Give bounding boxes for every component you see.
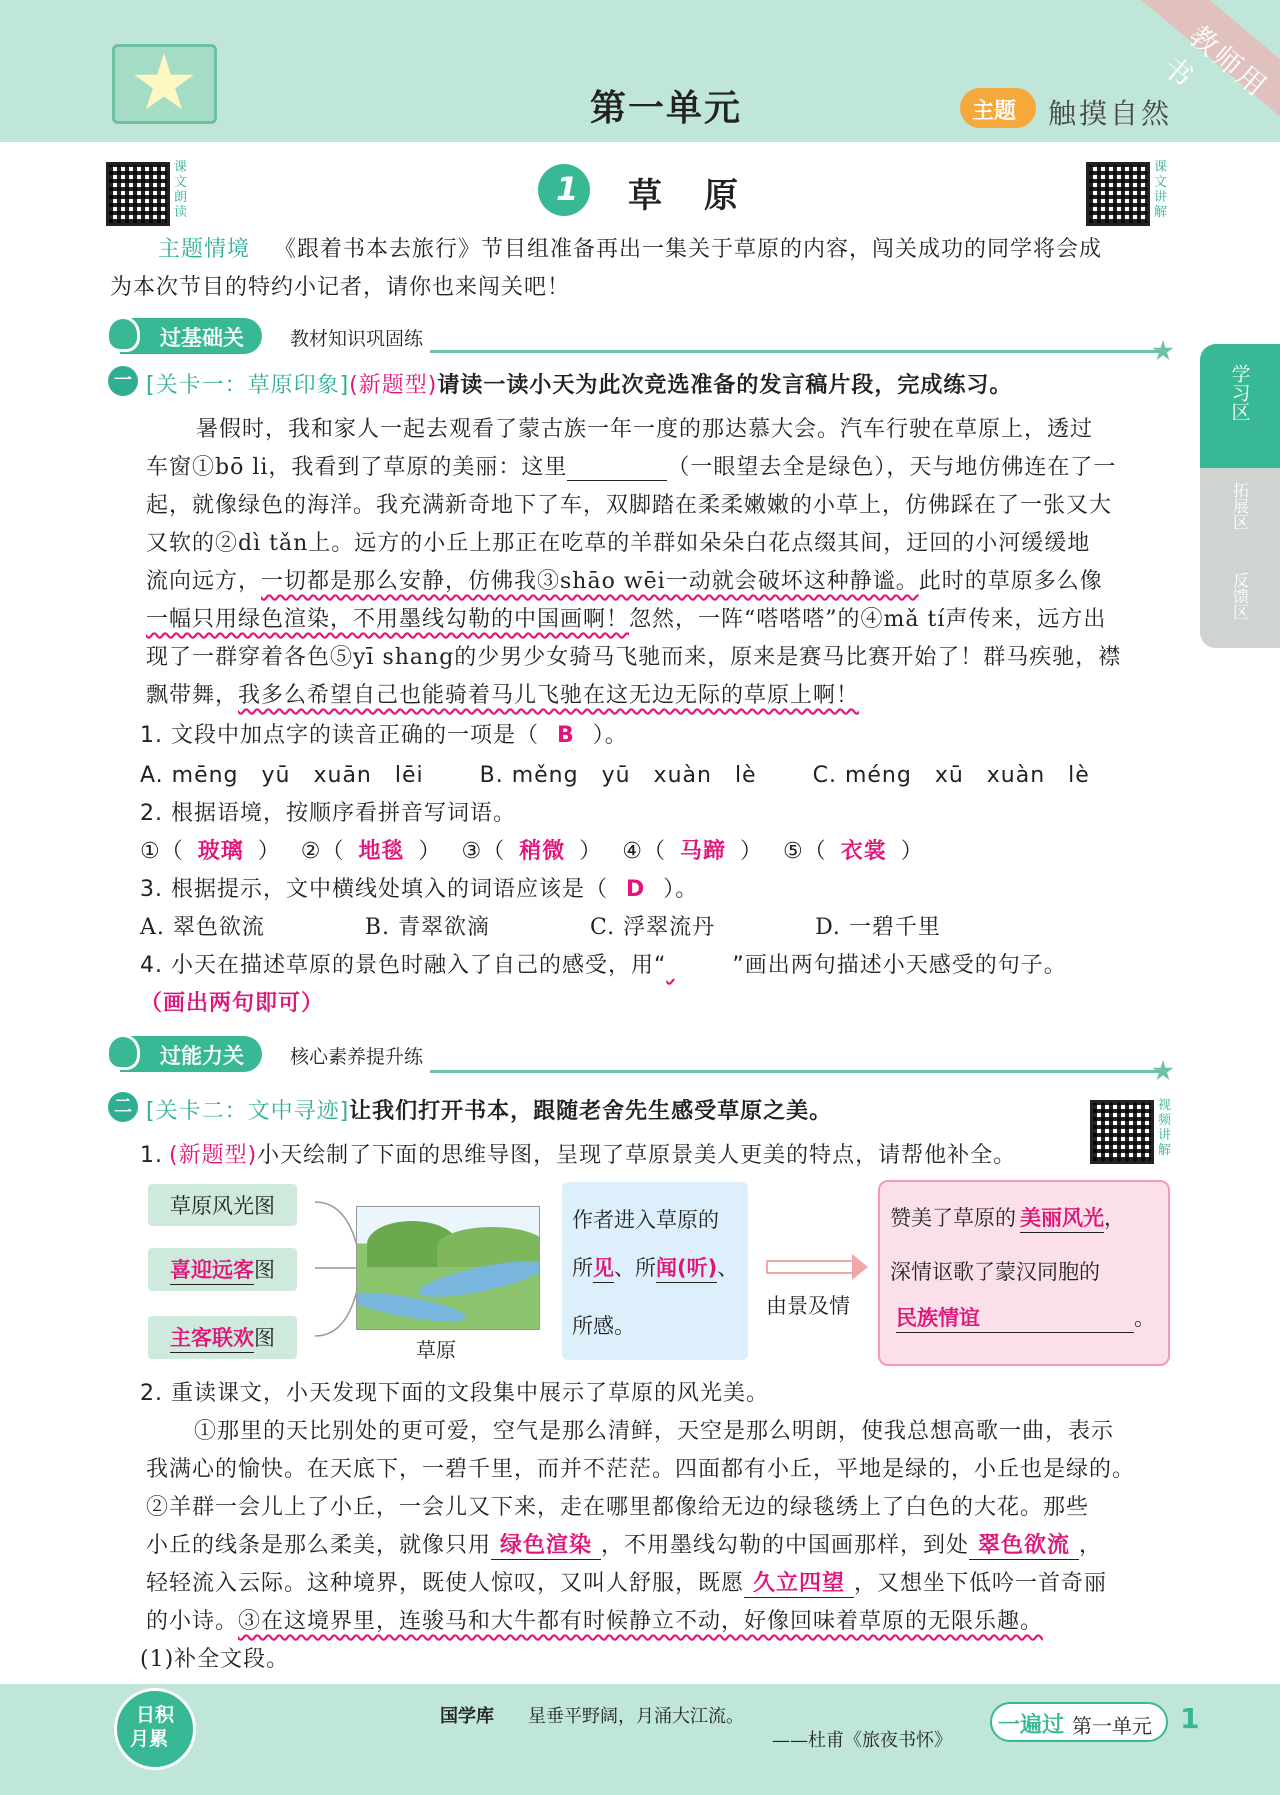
mindmap-left-3: 主客联欢图 — [148, 1316, 297, 1359]
mindmap-arrow-label: 由景及情 — [766, 1294, 850, 1318]
qr-code-video[interactable] — [1090, 1100, 1154, 1164]
passage1-feeling-1: 一切都是那么安静，仿佛我③shāo wēi一动就会破坏这种静谧。 — [261, 569, 919, 594]
passage2-answer-2: 翠色欲流 — [969, 1528, 1079, 1560]
footer-source: ——杜甫《旅夜书怀》 — [772, 1730, 952, 1751]
footer-badge-top: 日积 — [136, 1704, 175, 1726]
unit-title: 第一单元 — [590, 88, 743, 129]
passage1-line-4: 又软的②dì tǎn上。远方的小丘上那正在吃草的羊群如朵朵白花点缀其间，迂回的小河缓缓地 — [146, 531, 1091, 556]
qr-reading-label: 课文朗读 — [174, 160, 188, 220]
q2-badge: 二 — [108, 1092, 138, 1122]
page-number: 1 — [1180, 1702, 1200, 1735]
section-basic-rule — [430, 350, 1160, 353]
section-basic-subtitle: 教材知识巩固练 — [290, 328, 424, 350]
mindmap-middle-l3: 所感。 — [572, 1314, 635, 1338]
side-tab-study[interactable]: 学习区 — [1200, 344, 1280, 468]
passage1-blank[interactable] — [567, 455, 667, 481]
grassland-illustration — [356, 1206, 540, 1330]
passage2-answer-1: 绿色渲染 — [491, 1528, 601, 1560]
passage1-line-2a: 车窗①bō li，我看到了草原的美丽：这里 — [146, 455, 568, 480]
mindmap-right-l2: 深情讴歌了蒙汉同胞的 — [890, 1260, 1100, 1284]
passage2-answer-3: 久立四望 — [744, 1566, 854, 1598]
mindmap-arrow-icon — [766, 1260, 856, 1274]
section-ability-rule — [430, 1070, 1160, 1073]
footer-guoxue: 国学库 — [440, 1706, 494, 1727]
side-tab-feedback[interactable]: 反馈区 — [1200, 558, 1280, 648]
intro-line-1: 《跟着书本去旅行》节目组准备再出一集关于草原的内容，闯关成功的同学将会成 — [274, 237, 1103, 262]
intro-label: 主题情境 — [158, 237, 251, 262]
side-tab-extend[interactable]: 拓展区 — [1200, 468, 1280, 558]
mindmap-left-1: 草原风光图 — [148, 1184, 297, 1226]
footer-unit: 第一单元 — [1072, 1714, 1152, 1738]
teacher-corner-label: 教师用书 — [1156, 19, 1275, 105]
intro-line-2: 为本次节目的特约小记者，请你也来闯关吧！ — [110, 275, 571, 300]
lesson-number: 1 — [556, 170, 579, 208]
q1-header: [关卡一：草原印象](新题型)请读一读小天为此次竞选准备的发言稿片段，完成练习。 — [146, 373, 1013, 398]
q2-item2: 2. 重读课文，小天发现下面的文段集中展示了草原的风光美。 — [140, 1381, 769, 1406]
passage1-feeling-2: 一幅只用绿色渲染，不用墨线勾勒的中国画啊！ — [146, 607, 630, 632]
q2-header: [关卡二：文中寻迹]让我们打开书本，跟随老舍先生感受草原之美。 — [146, 1099, 833, 1124]
footer-brand: 一遍过 — [998, 1713, 1065, 1738]
mindmap-right-l1: 赞美了草原的 美丽风光， — [890, 1202, 1125, 1233]
passage1-line-2b: （一眼望去全是绿色），天与地仿佛连在了一 — [667, 455, 1117, 480]
mindmap-left-2: 喜迎远客图 — [148, 1248, 297, 1291]
mindmap-arrow-head — [852, 1254, 868, 1280]
lesson-title: 草 原 — [628, 176, 742, 216]
q1-badge: 一 — [108, 366, 138, 396]
footer-verse: 星垂平野阔，月涌大江流。 — [528, 1706, 744, 1727]
mindmap-right-l3: 民族情谊 。 — [896, 1302, 1155, 1333]
q2-answers: ①（ 玻璃 ） ②（ 地毯 ） ③（ 稍微 ） ④（ 马蹄 ） ⑤（ 衣裳 ） — [140, 839, 924, 864]
passage1-line-1: 暑假时，我和家人一起去观看了蒙古族一年一度的那达慕大会。汽车行驶在草原上，透过 — [196, 417, 1094, 442]
star-mascot-icon — [133, 53, 195, 115]
q2-text: 2. 根据语境，按顺序看拼音写词语。 — [140, 801, 516, 826]
passage1-feeling-3: 我多么希望自己也能骑着马儿飞驰在这无边无际的草原上啊！ — [238, 683, 860, 708]
q3-option-b[interactable]: B. 青翠欲滴 — [364, 915, 491, 940]
mascot-board — [112, 44, 217, 124]
q3-option-a[interactable]: A. 翠色欲流 — [140, 915, 265, 940]
q3-option-c[interactable]: C. 浮翠流丹 — [590, 915, 716, 940]
mindmap-middle-l1: 作者进入草原的 — [572, 1208, 719, 1232]
passage-2: ①那里的天比别处的更可爱，空气是那么清鲜，天空是那么明朗，使我总想高歌一曲，表示 我满心的愉快。在天底下，一碧千里，而并不茫茫。四面都有小丘，平地是绿的，小丘也是绿的。 ②羊群一会儿上了小丘，一会儿又下来，走在哪里都像给无边的绿毯绣上了白色的大花。那些 小丘的线条是那么柔美，就像只用 绿色渲染 ，不用墨线勾勒的中国画那样，到处 翠色欲流 ， 轻轻流入云际。这种境界，既使人惊叹，又叫人舒服，既愿 久立四望 ，又想坐下低吟一首奇丽 的小诗。③在这境界里，连骏马和大牛都有时候静立不动，好像回味着草原的无限乐趣。 (1)补全文段。 — [140, 1419, 1136, 1672]
qr-video-label: 视频讲解 — [1158, 1098, 1172, 1158]
qr-explain-label: 课文讲解 — [1154, 160, 1168, 220]
q1-option-a[interactable]: A. mēng yū xuān lēi — [140, 763, 424, 788]
intro-block — [110, 232, 1170, 302]
sprout-icon-2 — [106, 1034, 140, 1070]
passage1-line-7: 现了一群穿着各色⑤yī shang的少男少女骑马飞驰而来，原来是赛马比赛开始了！群马疾驰，襟 — [146, 645, 1122, 670]
q1-option-b[interactable]: B. měng yū xuàn lè — [479, 763, 757, 788]
passage1-line-3: 起，就像绿色的海洋。我充满新奇地下了车，双脚踏在柔柔嫩嫩的小草上，仿佛踩在了一张又大 — [146, 493, 1113, 518]
qr-code-explain[interactable] — [1086, 162, 1150, 226]
q4-answer: （画出两句即可） — [140, 991, 325, 1016]
section-basic-banner: 过基础关 — [120, 318, 262, 354]
section-ability-subtitle: 核心素养提升练 — [290, 1046, 424, 1068]
illustration-caption: 草原 — [416, 1338, 456, 1362]
q1-answer: B — [557, 723, 575, 748]
qr-code-reading[interactable] — [106, 162, 170, 226]
theme-name: 触摸自然 — [1048, 97, 1173, 130]
passage-1: 暑假时，我和家人一起去观看了蒙古族一年一度的那达慕大会。汽车行驶在草原上，透过 车窗①bō li，我看到了草原的美丽：这里 （一眼望去全是绿色），天与地仿佛连在了一 起，就像绿色的海洋。我充满新奇地下了车，双脚踏在柔柔嫩嫩的小草上，仿佛踩在了一张又大 又软的②dì tǎn上。远方的小丘上那正在吃草的羊群如朵朵白花点缀其间，迂回的小河缓缓地 流向远方，一切都是那么安静，仿佛我③shāo wēi一动就会破坏这种静谧。此时的草原多么像 一幅只用绿色渲染，不用墨线勾勒的中国画啊！忽然，一阵“嗒嗒嗒”的④mǎ tí声传来，远方出 现了一群穿着各色⑤yī shang的少男少女骑马飞驰而来，原来是赛马比赛开始了！群马疾驰，襟 飘带舞，我多么希望自己也能骑着马儿飞驰在这无边无际的草原上啊！ — [146, 412, 1176, 712]
q3-option-d[interactable]: D. 一碧千里 — [815, 915, 941, 940]
section-ability-banner: 过能力关 — [120, 1036, 262, 1072]
sprout-icon — [106, 316, 140, 352]
q1-option-c[interactable]: C. méng xū xuàn lè — [812, 763, 1090, 788]
theme-tag-label: 主题 — [972, 99, 1017, 124]
questions-block-1: 1. 文段中加点字的读音正确的一项是（ B ）。 A. mēng yū xuān lēi B. měng yū xuàn lè C. méng xū xuàn lè 2. 根据语境，按顺序看拼音写词语。 ①（ 玻璃 ） ②（ 地毯 ） ③（ 稍微 ） ④（ 马蹄 ） ⑤（ 衣裳 ） 3. 根据提示，文中横线处填入的词语应该是（ D ）。 A. 翠色欲流 B. 青翠欲滴 C. 浮翠流丹 D. 一碧千里 4. 小天在描述草原的景色时融入了自己的感受，用“ ”画出两句描述小天感受的句子。 （画出两句即可） — [140, 723, 1090, 1016]
q2-item1: 1. (新题型)小天绘制了下面的思维导图，呈现了草原景美人更美的特点，请帮他补全。 — [140, 1143, 1017, 1168]
q4-wavy-mark — [666, 953, 732, 978]
q3-answer: D — [626, 877, 646, 902]
mindmap-middle-l2: 所见、所闻(听)、 — [572, 1252, 738, 1283]
footer-badge-bottom: 月累 — [130, 1728, 169, 1750]
